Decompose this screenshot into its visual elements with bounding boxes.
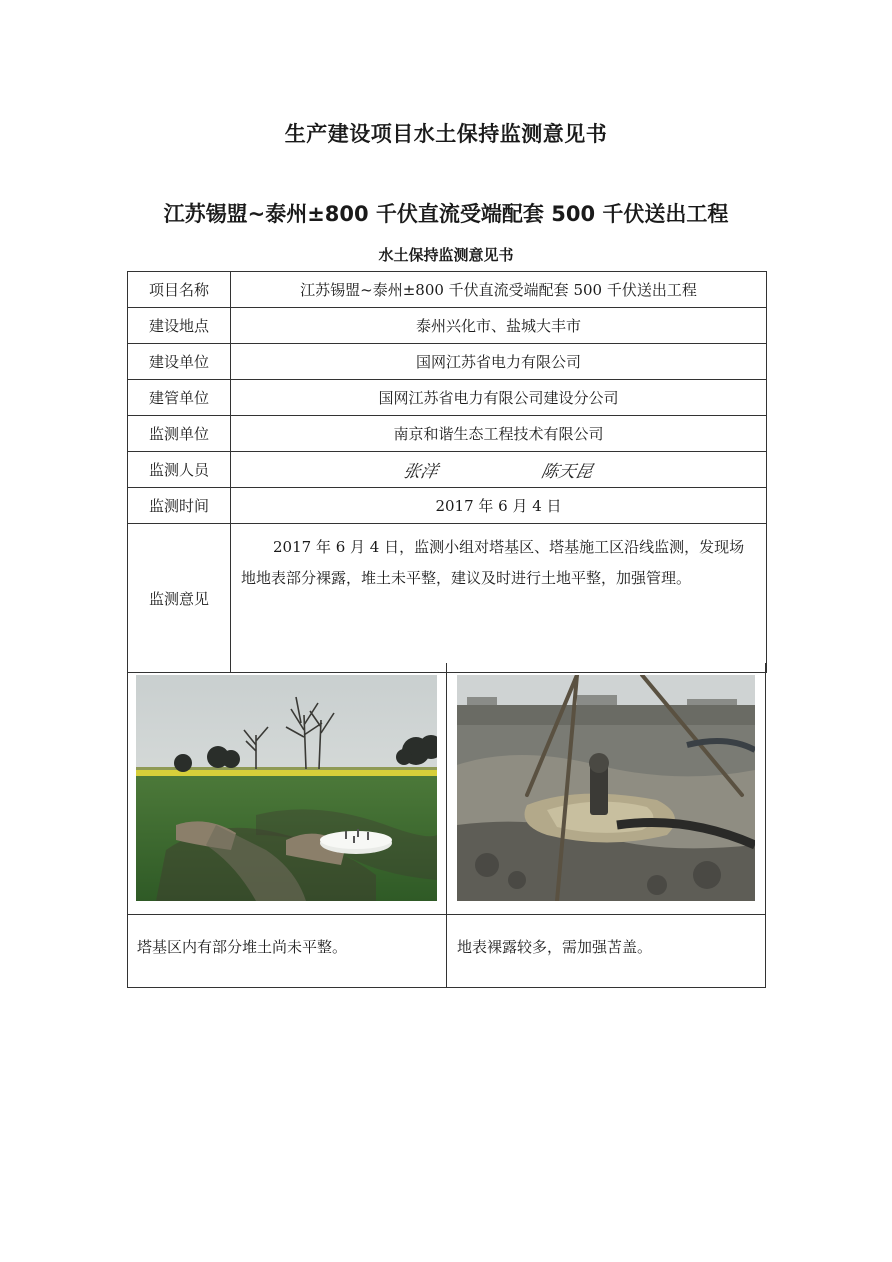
row-label: 项目名称 xyxy=(128,272,231,308)
table-row xyxy=(128,344,767,380)
signature: 张洋 xyxy=(400,462,440,482)
row-label: 监测时间 xyxy=(128,488,231,524)
row-label: 建管单位 xyxy=(128,380,231,416)
table-row xyxy=(128,524,767,673)
monitor-unit-value: 南京和谐生态工程技术有限公司 xyxy=(231,416,767,452)
table-title: 水土保持监测意见书 xyxy=(378,246,514,264)
table-row xyxy=(128,416,767,452)
divider xyxy=(446,663,447,987)
photo-caption: 塔基区内有部分堆土尚未平整。 xyxy=(137,938,348,956)
row-label: 监测人员 xyxy=(128,452,231,488)
date-value: 2017 年 6 月 4 日 xyxy=(231,488,767,524)
signature: 陈天昆 xyxy=(539,462,595,482)
row-label: 建设地点 xyxy=(128,308,231,344)
project-title: 江苏锡盟~泰州±800 千伏直流受端配套 500 千伏送出工程 xyxy=(163,202,729,226)
main-title: 生产建设项目水土保持监测意见书 xyxy=(284,122,608,146)
table-row xyxy=(128,452,767,488)
project-name-value: 江苏锡盟~泰州±800 千伏直流受端配套 500 千伏送出工程 xyxy=(231,272,767,308)
management-value: 国网江苏省电力有限公司建设分公司 xyxy=(231,380,767,416)
builder-value: 国网江苏省电力有限公司 xyxy=(231,344,767,380)
field-photo xyxy=(136,675,437,901)
construction-photo xyxy=(457,675,755,901)
table-row xyxy=(128,272,767,308)
personnel-signatures xyxy=(231,452,767,488)
row-label: 监测意见 xyxy=(128,524,231,673)
opinion-value: 2017 年 6 月 4 日，监测小组对塔基区、塔基施工区沿线监测，发现场地地表部分裸露，堆土未平整，建议及时进行土地平整，加强管理。 xyxy=(231,524,767,673)
info-table xyxy=(127,271,767,673)
table-row xyxy=(128,488,767,524)
divider xyxy=(128,914,765,915)
row-label: 监测单位 xyxy=(128,416,231,452)
table-row xyxy=(128,380,767,416)
location-value: 泰州兴化市、盐城大丰市 xyxy=(231,308,767,344)
row-label: 建设单位 xyxy=(128,344,231,380)
photo-caption: 地表裸露较多，需加强苫盖。 xyxy=(457,938,653,956)
photo-section xyxy=(127,663,766,988)
table-row xyxy=(128,308,767,344)
